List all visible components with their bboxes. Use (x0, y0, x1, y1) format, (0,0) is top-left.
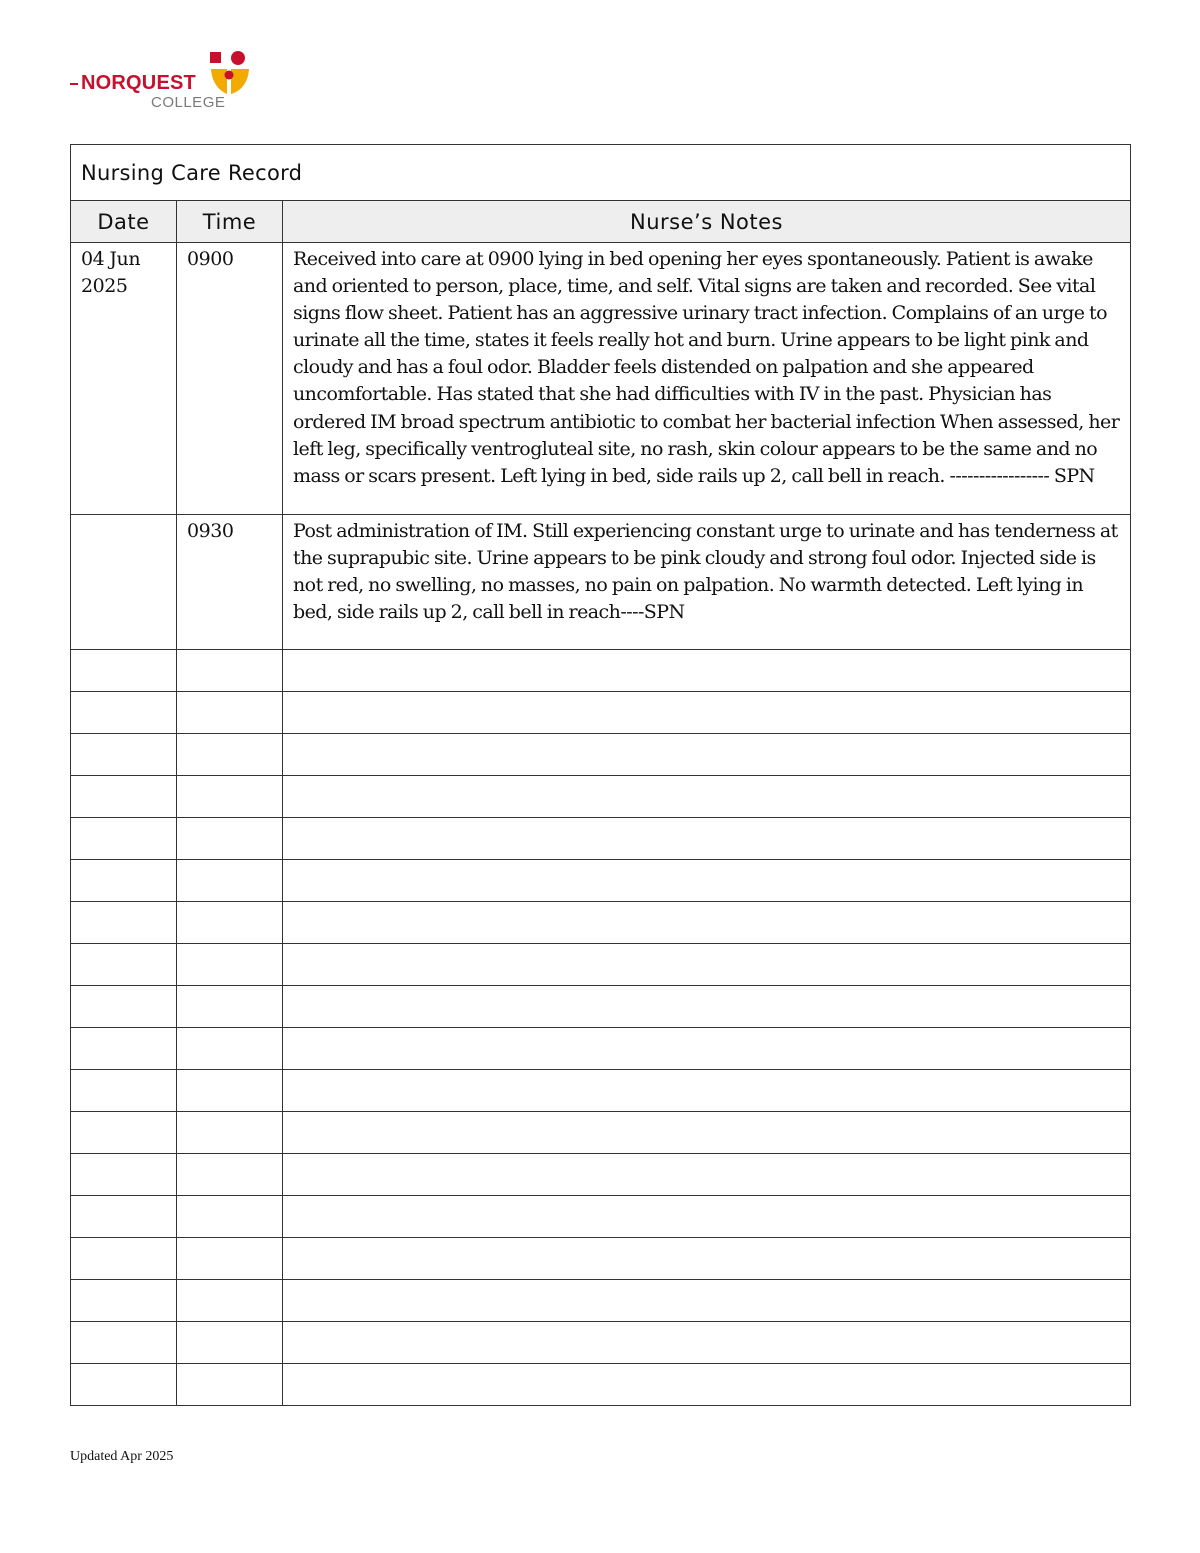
time-column-header: Time (177, 201, 283, 243)
updated-footer: Updated Apr 2025 (70, 1449, 174, 1464)
notes-cell[interactable] (283, 243, 1131, 515)
notes-cell[interactable] (283, 515, 1131, 650)
blank-table-row (71, 1196, 1131, 1238)
blank-time-cell[interactable] (177, 650, 283, 692)
time-cell[interactable] (177, 515, 283, 650)
blank-date-cell[interactable] (71, 1070, 177, 1112)
blank-date-cell[interactable] (71, 1112, 177, 1154)
blank-notes-cell[interactable] (283, 860, 1131, 902)
blank-table-row (71, 986, 1131, 1028)
blank-time-cell[interactable] (177, 1028, 283, 1070)
blank-time-cell[interactable] (177, 860, 283, 902)
blank-date-cell[interactable] (71, 1196, 177, 1238)
blank-table-row (71, 692, 1131, 734)
blank-notes-cell[interactable] (283, 776, 1131, 818)
blank-time-cell[interactable] (177, 776, 283, 818)
notes-column-header: Nurse’s Notes (283, 201, 1131, 243)
time-cell[interactable] (177, 243, 283, 515)
blank-rows (71, 650, 1131, 1406)
blank-date-cell[interactable] (71, 818, 177, 860)
blank-notes-cell[interactable] (283, 818, 1131, 860)
blank-table-row (71, 1364, 1131, 1406)
logo-dash (70, 83, 78, 85)
blank-date-cell[interactable] (71, 734, 177, 776)
logo-mark-icon (208, 50, 252, 96)
blank-time-cell[interactable] (177, 1196, 283, 1238)
blank-table-row (71, 860, 1131, 902)
blank-table-row (71, 1070, 1131, 1112)
blank-date-cell[interactable] (71, 1028, 177, 1070)
blank-date-cell[interactable] (71, 1154, 177, 1196)
blank-notes-cell[interactable] (283, 1154, 1131, 1196)
logo-wordmark: NORQUEST (81, 72, 196, 94)
entry-notes: Post administration of IM. Still experiencing constant urge to urinate and has tenderness at the suprapubic site. Urine appears to be pink cloudy and strong foul odor. Injected side is not red, no swelling, no masses, no pain on palpation. No warmth detected. Left lying in bed, side rails up 2, call bell in reach----SPN (293, 520, 1118, 624)
blank-notes-cell[interactable] (283, 1238, 1131, 1280)
blank-notes-cell[interactable] (283, 1028, 1131, 1070)
blank-table-row (71, 734, 1131, 776)
blank-date-cell[interactable] (71, 776, 177, 818)
blank-time-cell[interactable] (177, 692, 283, 734)
blank-notes-cell[interactable] (283, 902, 1131, 944)
blank-time-cell[interactable] (177, 1322, 283, 1364)
blank-date-cell[interactable] (71, 986, 177, 1028)
blank-date-cell[interactable] (71, 692, 177, 734)
blank-notes-cell[interactable] (283, 944, 1131, 986)
blank-time-cell[interactable] (177, 986, 283, 1028)
blank-table-row (71, 818, 1131, 860)
blank-notes-cell[interactable] (283, 1070, 1131, 1112)
entry-notes: Received into care at 0900 lying in bed opening her eyes spontaneously. Patient is awake and oriented to person, place, time, and self. Vital signs are taken and recorded. See vital signs flow sheet. Patient has an aggressive urinary tract infection. Complains of an urge to urinate all the time, states it feels really hot and burn. Urine appears to be light pink and cloudy and has a foul odor. Bladder feels distended on palpation and she appeared uncomfortable. Has stated that she had difficulties with IV in the past. Physician has ordered IM broad spectrum antibiotic to combat her bacterial infection When assessed, her left leg, specifically ventrogluteal site, no rash, skin colour appears to be the same and no mass or scars present. Left lying in bed, side rails up 2, call bell in reach. ----------------- SPN (293, 248, 1120, 487)
blank-date-cell[interactable] (71, 1238, 177, 1280)
blank-notes-cell[interactable] (283, 1280, 1131, 1322)
table-row (71, 515, 1131, 650)
blank-date-cell[interactable] (71, 944, 177, 986)
blank-table-row (71, 902, 1131, 944)
date-column-header: Date (71, 201, 177, 243)
entry-date: 04 Jun 2025 (81, 248, 141, 297)
blank-time-cell[interactable] (177, 902, 283, 944)
blank-table-row (71, 1028, 1131, 1070)
blank-time-cell[interactable] (177, 1238, 283, 1280)
blank-table-row (71, 1238, 1131, 1280)
date-cell[interactable] (71, 515, 177, 650)
blank-time-cell[interactable] (177, 1112, 283, 1154)
nursing-care-record-table (70, 144, 1131, 1406)
table-title: Nursing Care Record (71, 145, 1131, 201)
blank-notes-cell[interactable] (283, 650, 1131, 692)
blank-table-row (71, 1154, 1131, 1196)
blank-time-cell[interactable] (177, 818, 283, 860)
date-cell[interactable] (71, 243, 177, 515)
blank-notes-cell[interactable] (283, 1364, 1131, 1406)
blank-time-cell[interactable] (177, 944, 283, 986)
blank-notes-cell[interactable] (283, 734, 1131, 776)
blank-notes-cell[interactable] (283, 1322, 1131, 1364)
blank-date-cell[interactable] (71, 1280, 177, 1322)
blank-date-cell[interactable] (71, 902, 177, 944)
blank-table-row (71, 1112, 1131, 1154)
logo-subtitle: COLLEGE (151, 94, 226, 111)
blank-notes-cell[interactable] (283, 1112, 1131, 1154)
blank-date-cell[interactable] (71, 860, 177, 902)
blank-date-cell[interactable] (71, 1364, 177, 1406)
blank-time-cell[interactable] (177, 1364, 283, 1406)
entry-time: 0930 (187, 520, 234, 542)
table-row (71, 243, 1131, 515)
blank-time-cell[interactable] (177, 1280, 283, 1322)
blank-notes-cell[interactable] (283, 692, 1131, 734)
blank-table-row (71, 1322, 1131, 1364)
blank-table-row (71, 776, 1131, 818)
blank-notes-cell[interactable] (283, 986, 1131, 1028)
entry-time: 0900 (187, 248, 234, 270)
norquest-logo (70, 50, 260, 116)
blank-table-row (71, 944, 1131, 986)
blank-table-row (71, 650, 1131, 692)
blank-time-cell[interactable] (177, 734, 283, 776)
blank-table-row (71, 1280, 1131, 1322)
blank-date-cell[interactable] (71, 1322, 177, 1364)
blank-time-cell[interactable] (177, 1070, 283, 1112)
blank-date-cell[interactable] (71, 650, 177, 692)
blank-notes-cell[interactable] (283, 1196, 1131, 1238)
blank-time-cell[interactable] (177, 1154, 283, 1196)
entry-date (71, 515, 176, 518)
